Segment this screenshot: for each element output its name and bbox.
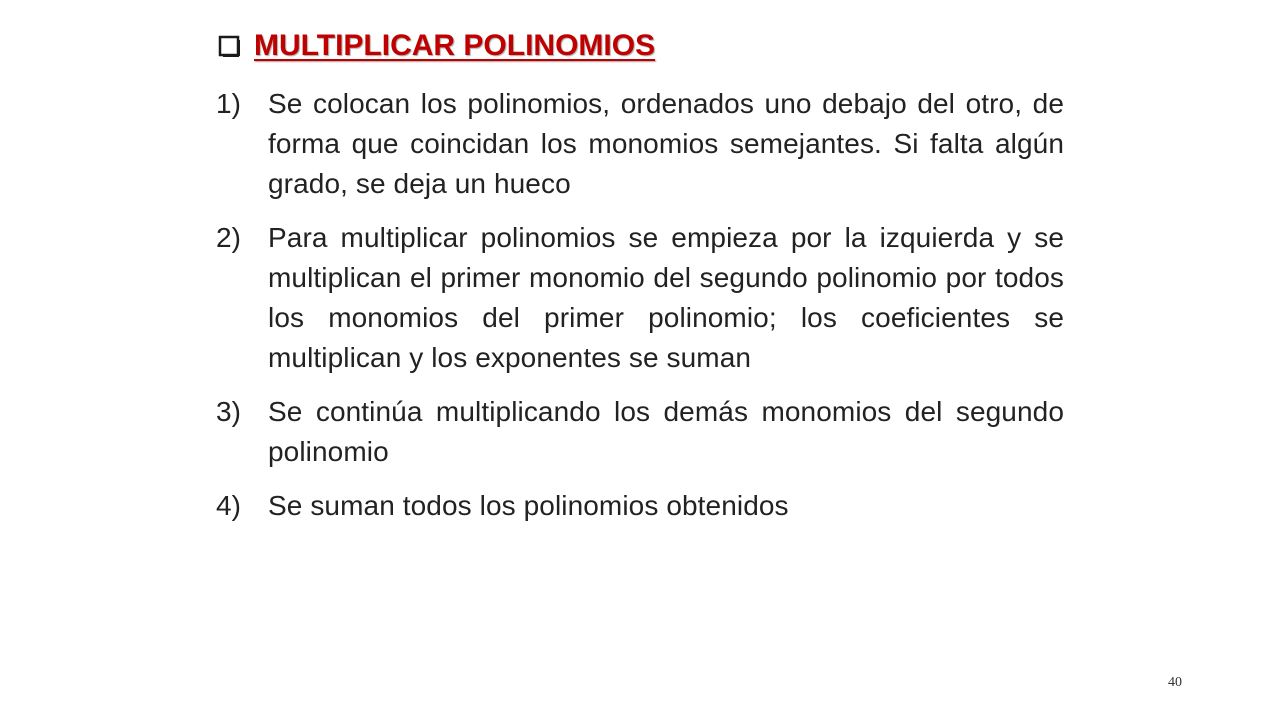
step-number: 4) [216, 490, 241, 521]
page-number: 40 [1168, 675, 1182, 690]
list-item [216, 218, 1064, 378]
list-item [216, 84, 1064, 204]
step-number: 1) [216, 88, 241, 119]
step-number: 2) [216, 222, 241, 253]
step-text: Se suman todos los polinomios obtenidos [268, 490, 789, 521]
list-item [216, 486, 1064, 526]
steps-list [216, 84, 1064, 540]
step-number: 3) [216, 396, 241, 427]
step-text: Se colocan los polinomios, ordenados uno debajo del otro, de forma que coincidan los monomios semejantes. Si falta algún grado, se deja un hueco [268, 88, 1064, 199]
list-item [216, 392, 1064, 472]
slide-heading [218, 24, 655, 68]
heading-title: MULTIPLICAR POLINOMIOS [254, 29, 656, 62]
step-text: Se continúa multiplicando los demás monomios del segundo polinomio [268, 396, 1064, 467]
checkbox-bullet-icon [218, 35, 240, 57]
step-text: Para multiplicar polinomios se empieza por la izquierda y se multiplican el primer monomio del segundo polinomio por todos los monomios del primer polinomio; los coeficientes se multiplican y los exponentes se suman [268, 222, 1064, 373]
